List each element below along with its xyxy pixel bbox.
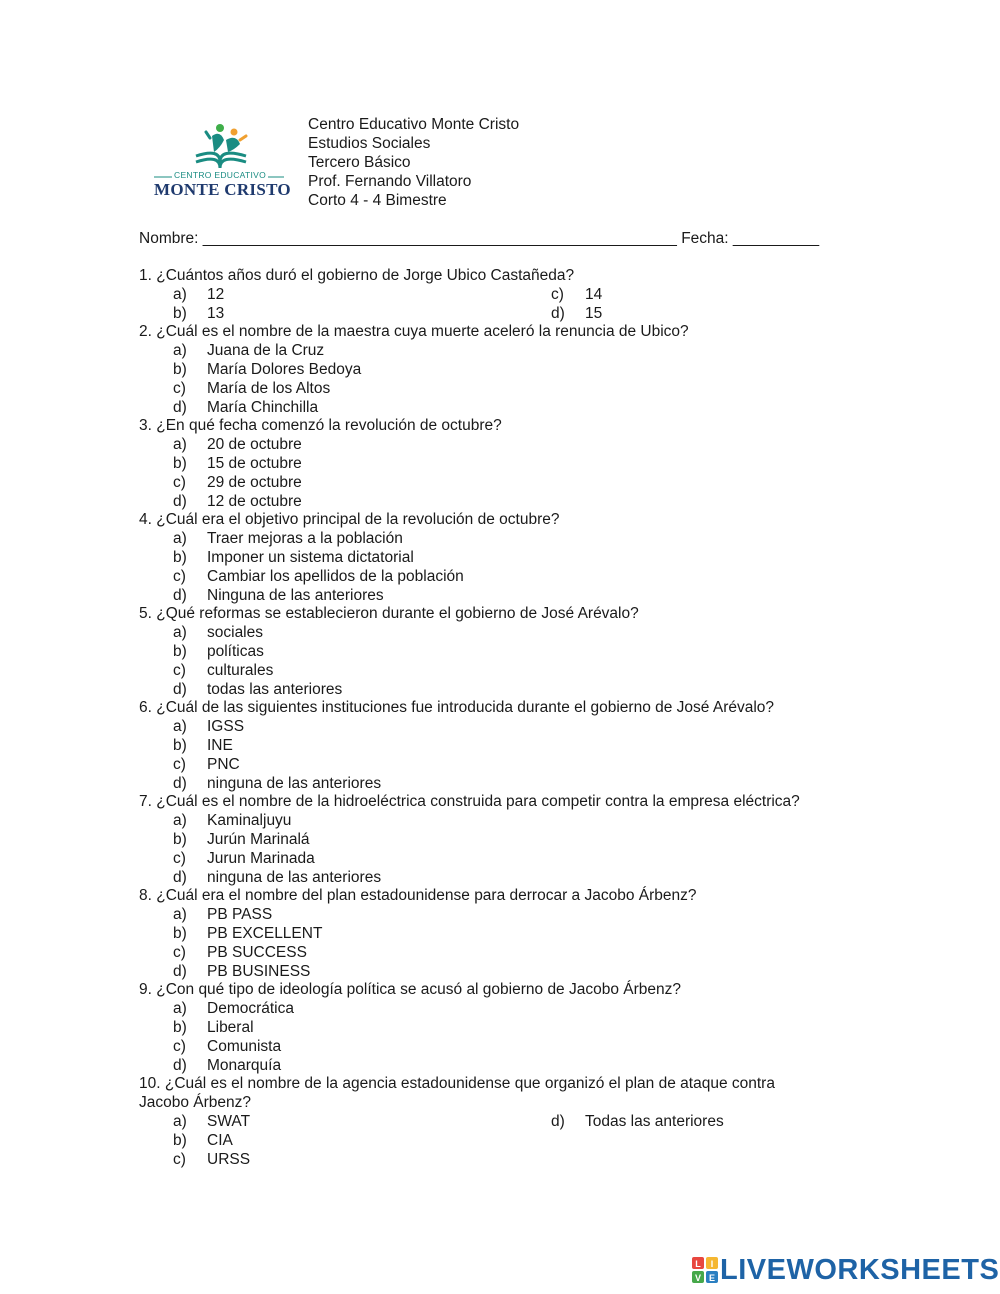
answer-option[interactable] (173, 944, 503, 963)
option-text: Kaminaljuyu (207, 812, 292, 830)
answer-option[interactable] (173, 869, 503, 888)
option-text: políticas (207, 643, 264, 660)
option-letter: b) (173, 549, 187, 566)
option-text: Imponer un sistema dictatorial (207, 549, 414, 566)
answer-option[interactable] (551, 305, 881, 324)
liveworksheets-badge-icon (692, 1257, 718, 1283)
answer-option[interactable] (173, 286, 503, 305)
option-text: 15 de octubre (207, 455, 302, 472)
option-text: Todas las anteriores (585, 1113, 724, 1130)
header-line: Corto 4 - 4 Bimestre (308, 192, 447, 209)
answer-option[interactable] (173, 399, 503, 418)
answer-option[interactable] (173, 681, 503, 700)
answer-option[interactable] (173, 850, 503, 869)
answer-option[interactable] (173, 1000, 503, 1019)
option-text: 13 (207, 304, 225, 322)
answer-option[interactable] (173, 361, 503, 380)
option-text: IGSS (207, 718, 245, 736)
question-text: 10. ¿Cuál es el nombre de la agencia estadounidense que organizó el plan de ataque contra (139, 1075, 775, 1093)
option-text: todas las anteriores (207, 680, 343, 698)
option-letter: a) (173, 436, 187, 454)
option-letter: c) (173, 755, 186, 773)
answer-option[interactable] (173, 906, 503, 925)
option-letter: a) (173, 906, 187, 924)
answer-option[interactable] (551, 286, 881, 305)
answer-option[interactable] (173, 305, 503, 324)
header-line: Centro Educativo Monte Cristo (308, 116, 520, 133)
question-text: 7. ¿Cuál es el nombre de la hidroeléctrica construida para competir contra la empresa eléctrica? (139, 793, 800, 811)
option-text: INE (207, 737, 233, 754)
option-text: PB BUSINESS (207, 962, 311, 980)
option-letter: a) (173, 1000, 187, 1018)
option-letter: a) (173, 342, 187, 360)
option-text: 12 (207, 285, 225, 303)
answer-option[interactable] (173, 1038, 503, 1057)
badge-letter: I (710, 1259, 714, 1269)
option-letter: d) (173, 1056, 187, 1074)
header-line: Prof. Fernando Villatoro (308, 173, 472, 190)
option-text: URSS (207, 1150, 251, 1168)
answer-option[interactable] (173, 718, 503, 737)
answer-option[interactable] (173, 380, 503, 399)
option-text: 14 (585, 285, 603, 303)
option-text: PB PASS (207, 906, 273, 924)
badge-letter: V (694, 1273, 702, 1283)
answer-option[interactable] (173, 831, 503, 850)
option-letter: c) (551, 285, 564, 303)
option-letter: a) (173, 1113, 187, 1130)
badge-letter: E (708, 1273, 716, 1283)
answer-option[interactable] (173, 1057, 503, 1076)
option-text: 20 de octubre (207, 436, 302, 454)
option-letter: b) (173, 455, 187, 472)
option-text: Comunista (207, 1037, 282, 1055)
option-letter: d) (173, 398, 187, 416)
header-line: Estudios Sociales (308, 135, 431, 152)
name-field[interactable] (139, 230, 819, 248)
option-letter: b) (173, 304, 187, 322)
option-letter: d) (173, 680, 187, 698)
option-letter: d) (173, 586, 187, 604)
answer-option[interactable] (173, 737, 503, 756)
answer-option[interactable] (173, 662, 503, 681)
option-letter: b) (173, 643, 187, 660)
option-letter: b) (173, 925, 187, 942)
option-text: PB EXCELLENT (207, 925, 323, 942)
option-letter: a) (173, 812, 187, 830)
option-letter: c) (173, 1150, 186, 1168)
option-letter: d) (551, 1113, 565, 1130)
option-letter: c) (173, 943, 186, 961)
name-blank[interactable]: _______________________________________________________ (202, 230, 677, 247)
option-text: ninguna de las anteriores (207, 774, 382, 792)
logo-top-text: CENTRO EDUCATIVO (174, 170, 267, 180)
answer-option[interactable] (173, 342, 503, 361)
option-text: Democrática (207, 1000, 294, 1018)
option-text: María Dolores Bedoya (207, 361, 362, 378)
answer-option[interactable] (173, 568, 503, 587)
option-letter: d) (173, 492, 187, 510)
question-text-continued: Jacobo Árbenz? (139, 1094, 252, 1112)
answer-option[interactable] (173, 812, 503, 831)
option-text: 15 (585, 304, 603, 322)
option-text: Cambiar los apellidos de la población (207, 567, 464, 585)
name-label: Nombre: (139, 230, 199, 247)
liveworksheets-brand: LIVEWORKSHEETS (720, 1254, 1000, 1286)
question-text: 3. ¿En qué fecha comenzó la revolución de octubre? (139, 417, 502, 435)
option-letter: c) (173, 379, 186, 397)
question-text: 9. ¿Con qué tipo de ideología política se acusó al gobierno de Jacobo Árbenz? (139, 981, 682, 999)
option-text: 29 de octubre (207, 473, 302, 491)
answer-option[interactable] (173, 1151, 503, 1170)
option-letter: b) (173, 831, 187, 848)
option-letter: a) (173, 624, 187, 642)
answer-option[interactable] (173, 1113, 503, 1132)
option-letter: b) (173, 737, 187, 754)
answer-option[interactable] (173, 587, 503, 606)
question-text: 1. ¿Cuántos años duró el gobierno de Jorge Ubico Castañeda? (139, 267, 575, 284)
answer-option[interactable] (173, 775, 503, 794)
liveworksheets-logo (692, 1255, 999, 1285)
option-letter: d) (551, 304, 565, 322)
question-text: 5. ¿Qué reformas se establecieron durante el gobierno de José Arévalo? (139, 605, 639, 623)
option-letter: c) (173, 473, 186, 491)
option-text: Liberal (207, 1019, 254, 1036)
option-text: 12 de octubre (207, 492, 302, 510)
option-text: PNC (207, 755, 240, 773)
option-text: SWAT (207, 1113, 251, 1130)
header-line: Tercero Básico (308, 154, 411, 171)
option-letter: a) (173, 530, 187, 548)
option-letter: a) (173, 718, 187, 736)
option-text: CIA (207, 1131, 233, 1149)
option-letter: b) (173, 1131, 187, 1149)
option-text: ninguna de las anteriores (207, 868, 382, 886)
question-text: 2. ¿Cuál es el nombre de la maestra cuya muerte aceleró la renuncia de Ubico? (139, 323, 689, 341)
option-letter: c) (173, 1037, 186, 1055)
question-text: 6. ¿Cuál de las siguientes instituciones fue introducida durante el gobierno de José Arévalo? (139, 699, 775, 717)
answer-option[interactable] (173, 1019, 503, 1038)
option-letter: d) (173, 868, 187, 886)
logo-bottom-text: MONTE CRISTO (154, 180, 291, 199)
option-text: PB SUCCESS (207, 943, 307, 961)
badge-letter: L (695, 1259, 701, 1269)
option-text: María Chinchilla (207, 398, 319, 416)
option-letter: c) (173, 661, 186, 679)
option-letter: a) (173, 285, 187, 303)
answer-option[interactable] (173, 436, 503, 455)
option-text: sociales (207, 624, 263, 642)
answer-option[interactable] (173, 455, 503, 474)
date-label: Fecha: (681, 230, 729, 247)
option-letter: d) (173, 962, 187, 980)
answer-option[interactable] (173, 530, 503, 549)
answer-option[interactable] (173, 963, 503, 982)
date-blank[interactable]: __________ (732, 230, 820, 247)
option-letter: b) (173, 361, 187, 378)
answer-option[interactable] (173, 624, 503, 643)
answer-option[interactable] (551, 1113, 881, 1132)
option-text: Ninguna de las anteriores (207, 586, 384, 604)
option-text: Jurun Marinada (207, 849, 315, 867)
option-text: Juana de la Cruz (207, 342, 325, 360)
option-letter: c) (173, 849, 186, 867)
option-letter: b) (173, 1019, 187, 1036)
option-letter: c) (173, 567, 186, 585)
answer-option[interactable] (173, 549, 503, 568)
option-text: Jurún Marinalá (207, 831, 310, 848)
question-text: 4. ¿Cuál era el objetivo principal de la revolución de octubre? (139, 511, 560, 529)
answer-option[interactable] (173, 643, 503, 662)
answer-option[interactable] (173, 756, 503, 775)
option-text: María de los Altos (207, 379, 331, 397)
answer-option[interactable] (173, 493, 503, 512)
option-text: culturales (207, 661, 274, 679)
answer-option[interactable] (173, 1132, 503, 1151)
option-letter: d) (173, 774, 187, 792)
answer-option[interactable] (173, 474, 503, 493)
answer-option[interactable] (173, 925, 503, 944)
option-text: Traer mejoras a la población (207, 530, 403, 548)
question-text: 8. ¿Cuál era el nombre del plan estadounidense para derrocar a Jacobo Árbenz? (139, 887, 697, 905)
option-text: Monarquía (207, 1056, 282, 1074)
